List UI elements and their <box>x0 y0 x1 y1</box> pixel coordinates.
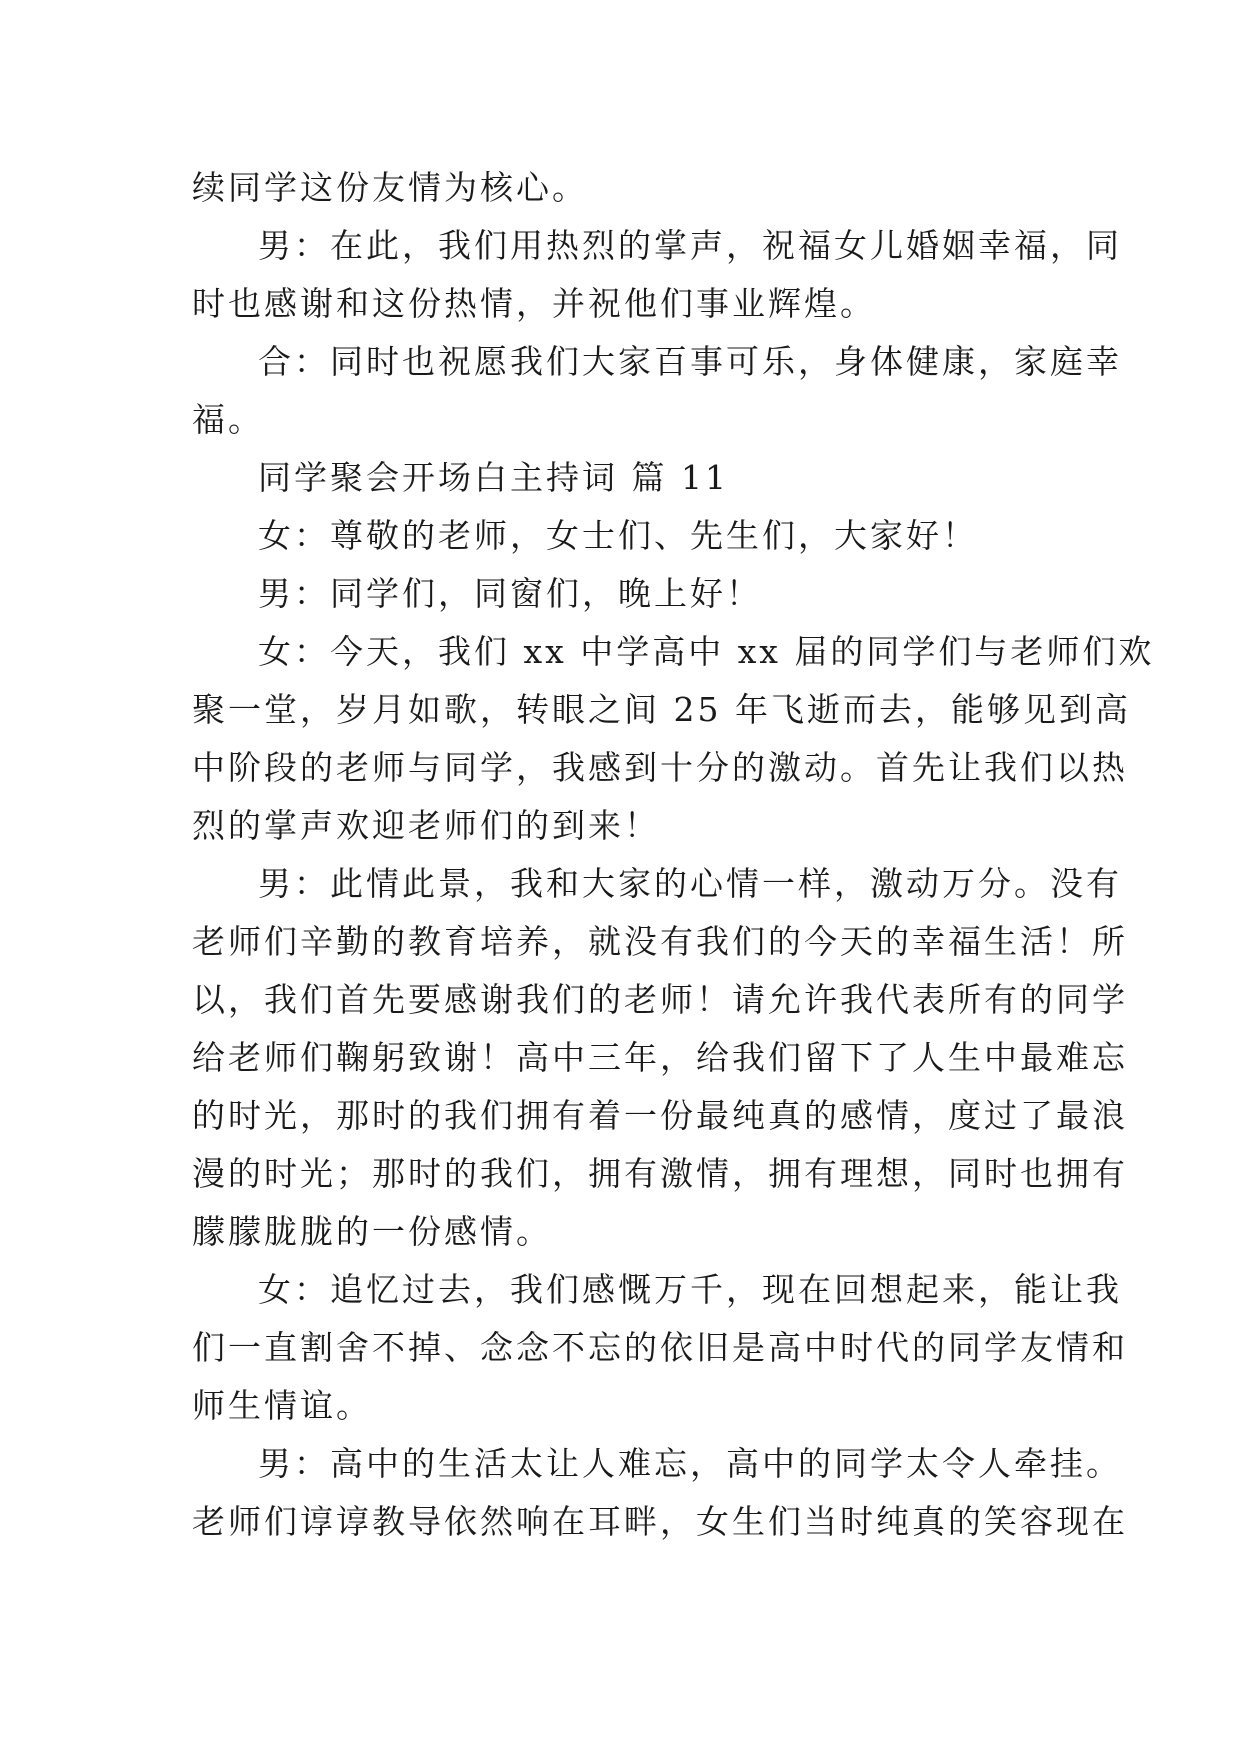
text-line: 漫的时光；那时的我们，拥有激情，拥有理想，同时也拥有 <box>192 1154 1128 1193</box>
text-line: 的时光，那时的我们拥有着一份最纯真的感情，度过了最浪 <box>192 1096 1128 1135</box>
paragraph-dialogue-female: 女：追忆过去，我们感慨万千，现在回想起来，能让我 <box>258 1270 1122 1309</box>
paragraph-dialogue-male: 男：同学们，同窗们，晚上好！ <box>258 574 762 613</box>
paragraph-dialogue-female: 女：尊敬的老师，女士们、先生们，大家好！ <box>258 516 978 555</box>
section-heading: 同学聚会开场白主持词 篇 11 <box>258 458 729 497</box>
text-line: 续同学这份友情为核心。 <box>192 168 588 207</box>
text-line: 们一直割舍不掉、念念不忘的依旧是高中时代的同学友情和 <box>192 1328 1128 1367</box>
text-line: 中阶段的老师与同学，我感到十分的激动。首先让我们以热 <box>192 748 1128 787</box>
paragraph-dialogue-female: 女：今天，我们 xx 中学高中 xx 届的同学们与老师们欢 <box>258 632 1155 671</box>
text-line: 师生情谊。 <box>192 1386 372 1425</box>
paragraph-dialogue-male: 男：此情此景，我和大家的心情一样，激动万分。没有 <box>258 864 1122 903</box>
paragraph-dialogue-male: 男：在此，我们用热烈的掌声，祝福女儿婚姻幸福，同 <box>258 226 1122 265</box>
text-line: 福。 <box>192 400 264 439</box>
text-line: 老师们辛勤的教育培养，就没有我们的今天的幸福生活！所 <box>192 922 1128 961</box>
text-line: 老师们谆谆教导依然响在耳畔，女生们当时纯真的笑容现在 <box>192 1502 1128 1541</box>
text-line: 烈的掌声欢迎老师们的到来！ <box>192 806 660 845</box>
text-line: 聚一堂，岁月如歌，转眼之间 25 年飞逝而去，能够见到高 <box>192 690 1131 729</box>
text-line: 时也感谢和这份热情，并祝他们事业辉煌。 <box>192 284 876 323</box>
text-line: 给老师们鞠躬致谢！高中三年，给我们留下了人生中最难忘 <box>192 1038 1128 1077</box>
paragraph-dialogue-together: 合：同时也祝愿我们大家百事可乐，身体健康，家庭幸 <box>258 342 1122 381</box>
paragraph-dialogue-male: 男：高中的生活太让人难忘，高中的同学太令人牵挂。 <box>258 1444 1122 1483</box>
text-line: 朦朦胧胧的一份感情。 <box>192 1212 552 1251</box>
text-line: 以，我们首先要感谢我们的老师！请允许我代表所有的同学 <box>192 980 1128 1019</box>
